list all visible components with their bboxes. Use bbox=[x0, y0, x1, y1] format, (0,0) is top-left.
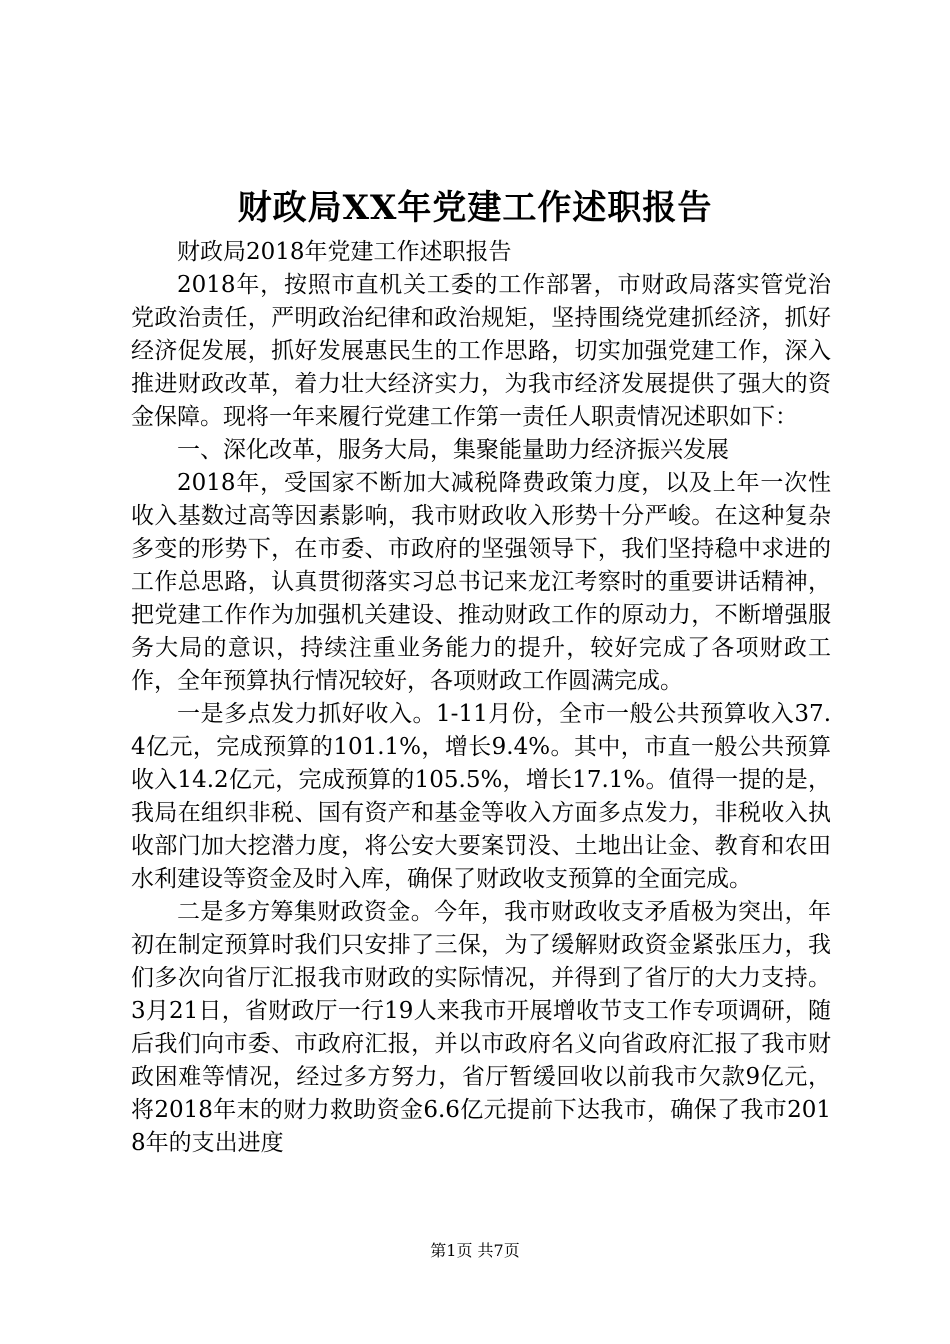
paragraph-intro: 2018年，按照市直机关工委的工作部署，市财政局落实管党治党政治责任，严明政治纪律和政治规矩，坚持围绕党建抓经济，抓好经济促发展，抓好发展惠民生的工作思路，切实加强党建工作，深入推进财政改革，着力壮大经济实力，为我市经济发展提供了强大的资金保障。现将一年来履行党建工作第一责任人职责情况述职如下： bbox=[131, 272, 831, 430]
paragraph-funding: 二是多方筹集财政资金。今年，我市财政收支矛盾极为突出，年初在制定预算时我们只安排了三保，为了缓解财政资金紧张压力，我们多次向省厅汇报我市财政的实际情况，并得到了省厅的大力支持。3月21日，省财政厅一行19人来我市开展增收节支工作专项调研，随后我们向市委、市政府汇报，并以市政府名义向省政府汇报了我市财政困难等情况，经过多方努力，省厅暂缓回收以前我市欠款9亿元，将2018年末的财力救助资金6.6亿元提前下达我市，确保了我市2018年的支出进度 bbox=[131, 899, 831, 1156]
page-number-footer: 第1页 共7页 bbox=[430, 1241, 520, 1260]
paragraph-revenue: 一是多点发力抓好收入。1-11月份，全市一般公共预算收入37.4亿元，完成预算的101.1%，增长9.4%。其中，市直一般公共预算收入14.2亿元，完成预算的105.5%，增长17.1%。值得一提的是，我局在组织非税、国有资产和基金等收入方面多点发力，非税收入执收部门加大挖潜力度，将公安大要案罚没、土地出让金、教育和农田水利建设等资金及时入库，确保了财政收支预算的全面完成。 bbox=[131, 701, 831, 892]
paragraph-background: 2018年，受国家不断加大减税降费政策力度，以及上年一次性收入基数过高等因素影响，我市财政收入形势十分严峻。在这种复杂多变的形势下，在市委、市政府的坚强领导下，我们坚持稳中求进的工作总思路，认真贯彻落实习总书记来龙江考察时的重要讲话精神，把党建工作作为加强机关建设、推动财政工作的原动力，不断增强服务大局的意识，持续注重业务能力的提升，较好完成了各项财政工作，全年预算执行情况较好，各项财政工作圆满完成。 bbox=[131, 470, 831, 694]
document-body bbox=[131, 236, 831, 1160]
paragraph-subtitle: 财政局2018年党建工作述职报告 bbox=[177, 239, 512, 265]
document-title: 财政局XX年党建工作述职报告 bbox=[237, 188, 713, 228]
section-heading: 一、深化改革，服务大局，集聚能量助力经济振兴发展 bbox=[177, 437, 729, 463]
